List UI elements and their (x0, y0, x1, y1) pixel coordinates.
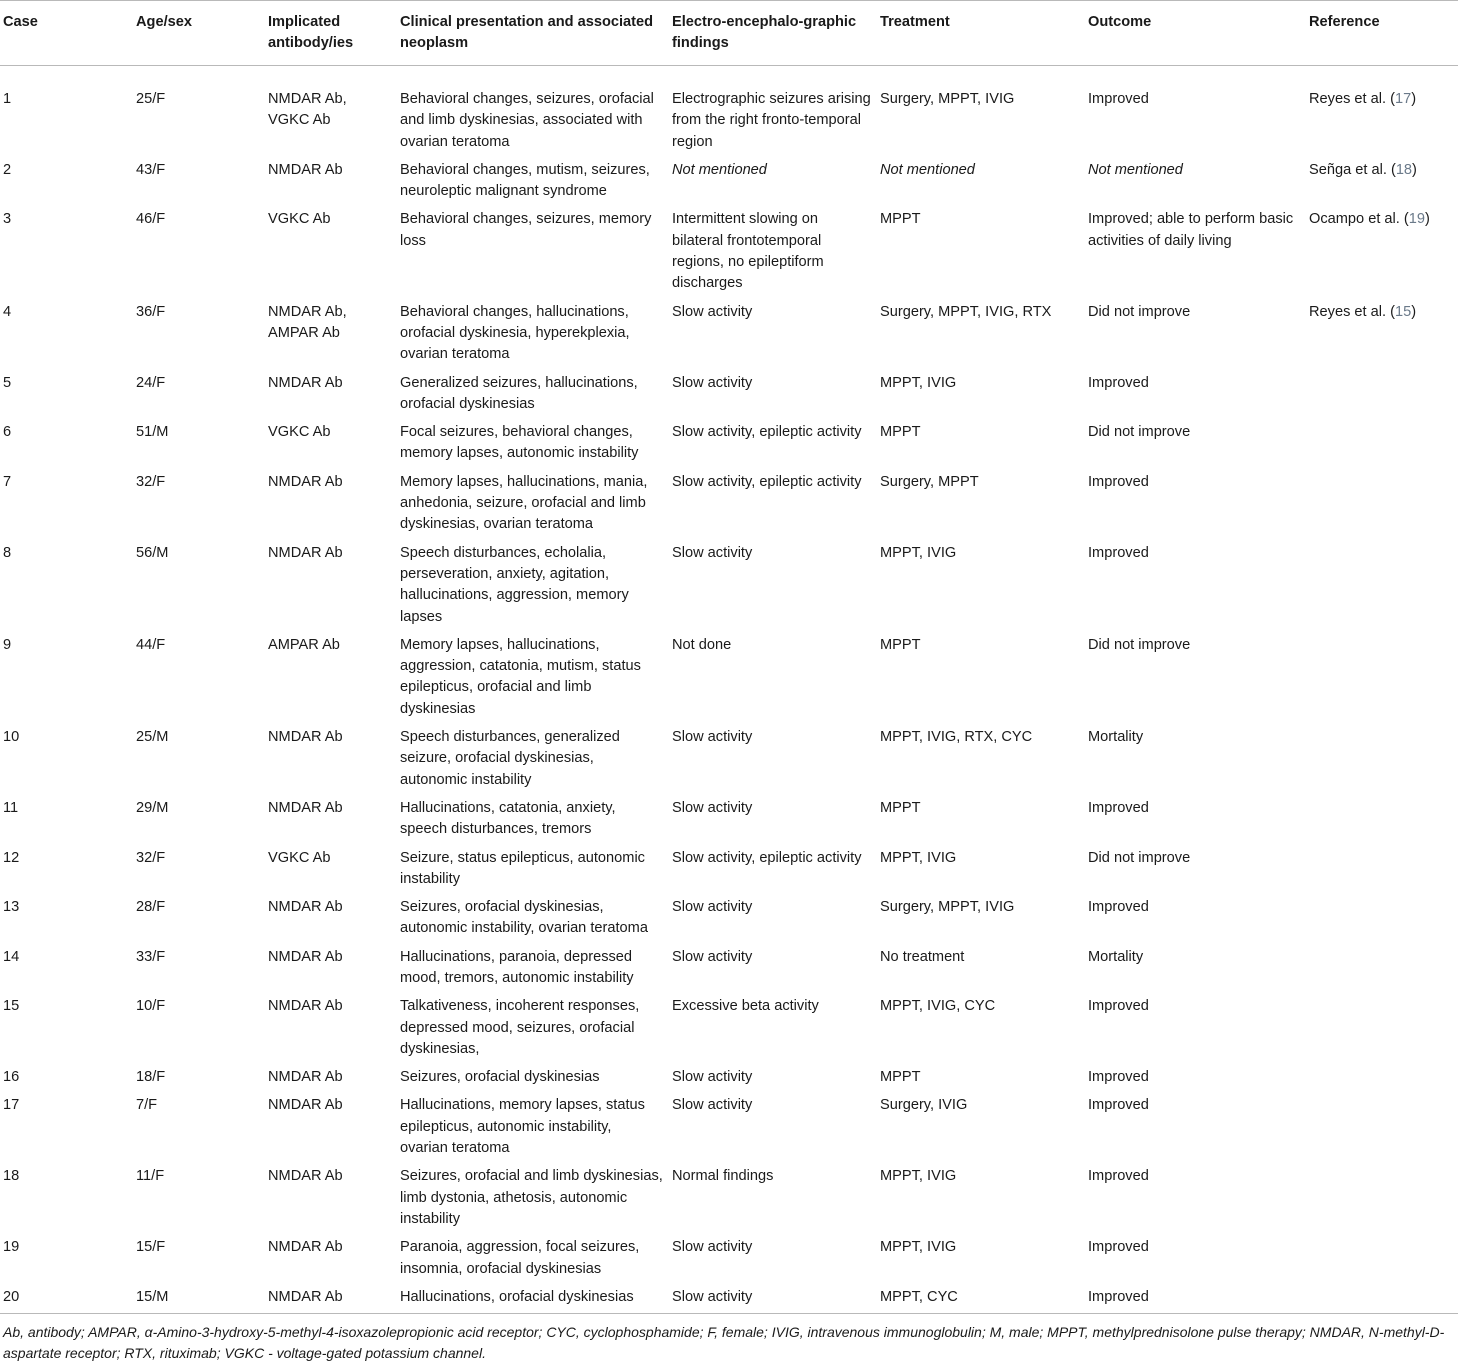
table-body (0, 66, 1458, 1314)
cell-age-sex: 15/M (133, 1285, 265, 1314)
cell-age-sex: 29/M (136, 799, 169, 816)
cell-outcome: Mortality (1088, 729, 1144, 746)
cell-outcome: Improved (1088, 998, 1149, 1015)
cell-treatment: MPPT, CYC (877, 1285, 1085, 1314)
cell-case: 19 (3, 1239, 20, 1256)
cell-age-sex: 43/F (136, 161, 166, 178)
cell-eeg: Slow activity (669, 1285, 877, 1314)
cell-clinical: Seizure, status epilepticus, autonomic instability (400, 849, 645, 887)
cell-antibody: NMDAR Ab, VGKC Ab (268, 91, 347, 129)
cell-outcome: Improved (1088, 91, 1149, 107)
table-row (0, 470, 1458, 541)
reference-close: ) (1425, 211, 1430, 228)
cell-antibody: VGKC Ab (268, 849, 331, 866)
cell-age-sex: 10/F (136, 998, 166, 1015)
cell-eeg: Slow activity, epileptic activity (672, 473, 862, 490)
cell-eeg: Electrographic seizures arising from the right fronto-temporal region (672, 91, 871, 150)
cell-antibody: VGKC Ab (268, 424, 331, 441)
cell-eeg: Slow activity (672, 1239, 753, 1256)
cell-age-sex: 56/M (136, 544, 169, 561)
cell-case: 1 (3, 91, 12, 107)
cell-age-sex: 25/F (136, 91, 166, 107)
cell-eeg: Slow activity (672, 544, 753, 561)
cell-eeg: Slow activity (672, 1097, 753, 1114)
cell-reference (1306, 846, 1458, 896)
cell-antibody: NMDAR Ab (268, 1168, 343, 1185)
cell-outcome: Improved; able to perform basic activities of daily living (1088, 211, 1294, 249)
table-row (0, 158, 1458, 208)
cell-reference (1306, 895, 1458, 945)
table-row (0, 796, 1458, 846)
table-row (0, 300, 1458, 371)
cell-case: 17 (3, 1097, 20, 1114)
cell-age-sex: 28/F (136, 899, 166, 916)
header-case: Case (0, 1, 133, 66)
cell-case: 10 (3, 729, 20, 746)
cell-outcome: Improved (1088, 1097, 1149, 1114)
cell-reference (1306, 1093, 1458, 1164)
cell-age-sex: 44/F (136, 636, 166, 653)
cell-treatment: MPPT, IVIG, CYC (880, 998, 996, 1015)
table-row (0, 846, 1458, 896)
cell-eeg: Not mentioned (672, 161, 767, 178)
cell-clinical: Seizures, orofacial dyskinesias (400, 1069, 600, 1086)
cell-antibody: NMDAR Ab (268, 1097, 343, 1114)
cell-eeg: Not done (672, 636, 732, 653)
cell-clinical: Generalized seizures, hallucinations, orofacial dyskinesias (400, 374, 638, 412)
cell-antibody: NMDAR Ab (268, 948, 343, 965)
cell-clinical: Behavioral changes, hallucinations, orofacial dyskinesia, hyperekplexia, ovarian teratoma (400, 303, 630, 363)
cell-treatment: MPPT, IVIG (880, 849, 957, 866)
table-row (0, 895, 1458, 945)
reference-number-link[interactable]: 19 (1408, 211, 1425, 228)
cell-clinical: Hallucinations, catatonia, anxiety, speech disturbances, tremors (400, 799, 616, 838)
cell-clinical: Seizures, orofacial dyskinesias, autonomic instability, ovarian teratoma (400, 899, 648, 937)
header-antibody: Implicated antibody/ies (265, 1, 397, 66)
cell-outcome: Improved (1088, 1168, 1149, 1185)
cell-clinical: Talkativeness, incoherent responses, depressed mood, seizures, orofacial dyskinesias, (400, 998, 640, 1057)
table-row (0, 994, 1458, 1065)
cell-antibody: NMDAR Ab (268, 729, 343, 746)
table-row (0, 420, 1458, 470)
cell-outcome: Improved (1088, 1069, 1149, 1086)
cell-case: 4 (3, 303, 12, 320)
cell-clinical: Paranoia, aggression, focal seizures, insomnia, orofacial dyskinesias (400, 1239, 640, 1277)
cell-treatment: MPPT (880, 424, 921, 441)
cell-reference (1306, 1235, 1458, 1285)
cell-case: 12 (3, 849, 20, 866)
table-row (0, 945, 1458, 995)
cell-antibody: NMDAR Ab (268, 998, 343, 1015)
cell-age-sex: 32/F (136, 849, 166, 866)
table-row (0, 1285, 1458, 1314)
table-row (0, 1164, 1458, 1235)
cell-age-sex: 25/M (136, 729, 169, 746)
cell-reference (1306, 994, 1458, 1065)
cell-case: 13 (3, 899, 20, 916)
header-clinical: Clinical presentation and associated neoplasm (397, 1, 669, 66)
cell-reference (1306, 420, 1458, 470)
cell-case: 3 (3, 211, 12, 228)
cell-eeg: Intermittent slowing on bilateral frontotemporal regions, no epileptiform discharges (672, 211, 824, 292)
cell-antibody: NMDAR Ab, AMPAR Ab (268, 303, 347, 341)
cell-age-sex: 36/F (136, 303, 166, 320)
cell-outcome: Improved (1088, 899, 1149, 916)
cell-treatment: Surgery, IVIG (880, 1097, 968, 1114)
cell-eeg: Slow activity (672, 899, 753, 916)
cell-clinical: Memory lapses, hallucinations, mania, anhedonia, seizure, orofacial and limb dyskinesias, ovarian teratoma (400, 473, 648, 533)
cell-clinical: Behavioral changes, seizures, orofacial and limb dyskinesias, associated with ovarian teratoma (400, 91, 654, 150)
cell-age-sex: 46/F (136, 211, 166, 228)
cell-treatment: MPPT, IVIG (880, 544, 957, 561)
cell-eeg: Slow activity (672, 729, 753, 746)
cell-outcome: Mortality (1088, 948, 1144, 965)
cell-reference (1306, 541, 1458, 633)
cell-eeg: Slow activity (672, 303, 753, 320)
cell-reference (1306, 158, 1458, 208)
cell-treatment: MPPT, IVIG, RTX, CYC (880, 729, 1033, 746)
cell-antibody: NMDAR Ab (265, 1285, 397, 1314)
cell-clinical: Focal seizures, behavioral changes, memory lapses, autonomic instability (400, 424, 639, 462)
cell-eeg: Slow activity, epileptic activity (672, 849, 862, 866)
cell-clinical: Seizures, orofacial and limb dyskinesias, limb dystonia, athetosis, autonomic instability (400, 1168, 663, 1227)
table-row (0, 633, 1458, 725)
cell-outcome: Did not improve (1088, 636, 1191, 653)
cell-reference (1306, 300, 1458, 371)
cell-outcome: Improved (1088, 473, 1149, 490)
cell-treatment: Surgery, MPPT, IVIG (880, 899, 1015, 916)
reference-close: ) (1411, 91, 1417, 107)
cell-treatment: Surgery, MPPT, IVIG (880, 91, 1015, 107)
cell-antibody: NMDAR Ab (268, 473, 343, 490)
header-treatment: Treatment (877, 1, 1085, 66)
header-outcome: Outcome (1085, 1, 1306, 66)
cell-outcome: Improved (1085, 1285, 1306, 1314)
header-eeg: Electro-encephalo-graphic findings (669, 1, 877, 66)
cell-antibody: AMPAR Ab (268, 636, 340, 653)
cell-treatment: MPPT, IVIG (880, 1168, 957, 1185)
reference-close: ) (1412, 161, 1417, 178)
reference-author: Reyes et al. ( (1309, 303, 1395, 320)
cell-treatment: Surgery, MPPT (880, 473, 979, 490)
cell-case: 7 (3, 473, 12, 490)
reference-number-link[interactable]: 18 (1395, 161, 1413, 178)
cell-age-sex: 18/F (136, 1069, 166, 1086)
cell-clinical: Hallucinations, paranoia, depressed mood, tremors, autonomic instability (400, 948, 634, 986)
cell-case: 14 (3, 948, 20, 965)
cell-age-sex: 33/F (136, 948, 166, 965)
cell-reference (1306, 1065, 1458, 1093)
cell-case: 11 (3, 799, 19, 816)
cell-treatment: MPPT (880, 211, 921, 228)
cell-treatment: MPPT (880, 1069, 921, 1086)
table-row (0, 207, 1458, 299)
cell-eeg: Slow activity (672, 1069, 753, 1086)
cell-eeg: Slow activity (672, 374, 753, 391)
cell-clinical: Speech disturbances, echolalia, perseveration, anxiety, agitation, hallucinations, aggression, memory lapses (400, 544, 629, 625)
cell-antibody: NMDAR Ab (268, 161, 343, 178)
cell-age-sex: 7/F (136, 1097, 158, 1114)
cell-antibody: NMDAR Ab (268, 899, 343, 916)
cell-clinical: Speech disturbances, generalized seizure, orofacial dyskinesias, autonomic instability (400, 729, 620, 788)
table-row (0, 1093, 1458, 1164)
cell-age-sex: 32/F (136, 473, 166, 490)
cell-eeg: Slow activity (672, 799, 753, 816)
cell-outcome: Did not improve (1088, 424, 1191, 441)
table-row (0, 1065, 1458, 1093)
cell-antibody: NMDAR Ab (268, 544, 343, 561)
cell-reference (1306, 1285, 1458, 1314)
reference-author: Ocampo et al. ( (1309, 211, 1409, 228)
cell-outcome: Improved (1088, 544, 1149, 561)
cell-outcome: Did not improve (1088, 303, 1191, 320)
cell-case: 8 (3, 544, 12, 561)
cell-case: 18 (3, 1168, 20, 1185)
cell-clinical: Behavioral changes, seizures, memory loss (400, 211, 652, 249)
cell-case: 6 (3, 424, 12, 441)
cell-age-sex: 15/F (136, 1239, 166, 1256)
cell-antibody: NMDAR Ab (268, 1069, 343, 1086)
cell-case: 20 (0, 1285, 133, 1314)
cell-age-sex: 11/F (136, 1168, 165, 1185)
cell-eeg: Slow activity, epileptic activity (672, 424, 862, 441)
table-row (0, 371, 1458, 421)
reference-close: ) (1411, 303, 1417, 320)
cell-outcome: Improved (1088, 1239, 1149, 1256)
cell-reference (1306, 207, 1458, 299)
cell-clinical: Hallucinations, orofacial dyskinesias (397, 1285, 669, 1314)
cell-case: 2 (3, 161, 12, 178)
cell-reference (1306, 945, 1458, 995)
cell-treatment: No treatment (880, 948, 965, 965)
table-row (0, 725, 1458, 796)
cell-case: 15 (3, 998, 20, 1015)
cell-case: 16 (3, 1069, 20, 1086)
cell-reference (1306, 633, 1458, 725)
cell-treatment: Surgery, MPPT, IVIG, RTX (880, 303, 1052, 320)
cell-reference (1306, 371, 1458, 421)
cell-clinical: Memory lapses, hallucinations, aggression, catatonia, mutism, status epilepticus, orofacial and limb dyskinesias (400, 636, 641, 717)
table-footnote: Ab, antibody; AMPAR, α-Amino-3-hydroxy-5-methyl-4-isoxazolepropionic acid receptor; CYC, cyclophosphamide; F, female; IVIG, intravenous immunoglobulin; M, male; MPPT, methylprednisolone pulse therapy; NMDAR, N-methyl-D-aspartate receptor; RTX, rituximab; VGKC - voltage-gated potassium channel. (3, 1324, 1445, 1362)
cell-outcome: Improved (1088, 799, 1149, 816)
cell-case: 9 (3, 636, 12, 653)
reference-author: Reyes et al. ( (1309, 91, 1395, 107)
cell-outcome: Improved (1088, 374, 1149, 391)
cell-age-sex: 51/M (136, 424, 169, 441)
cell-clinical: Behavioral changes, mutism, seizures, neuroleptic malignant syndrome (400, 161, 650, 200)
cell-treatment: MPPT, IVIG (880, 374, 957, 391)
cell-reference (1306, 796, 1458, 846)
cell-case: 5 (3, 374, 12, 391)
table-header (0, 1, 1458, 66)
cell-antibody: NMDAR Ab (268, 374, 343, 391)
cell-outcome: Not mentioned (1088, 161, 1183, 178)
cell-age-sex: 24/F (136, 374, 166, 391)
header-age-sex: Age/sex (133, 1, 265, 66)
cell-reference (1306, 725, 1458, 796)
table-row (0, 541, 1458, 633)
cell-reference (1306, 1164, 1458, 1235)
cell-outcome: Did not improve (1088, 849, 1191, 866)
cell-eeg: Normal findings (672, 1168, 774, 1185)
cell-clinical: Hallucinations, memory lapses, status epilepticus, autonomic instability, ovarian teratoma (400, 1097, 645, 1157)
cell-reference (1306, 66, 1458, 158)
table-row (0, 66, 1458, 158)
cell-treatment: Not mentioned (880, 161, 975, 178)
cell-antibody: NMDAR Ab (268, 1239, 343, 1256)
cell-antibody: VGKC Ab (268, 211, 331, 228)
cell-treatment: MPPT (880, 799, 921, 816)
cell-treatment: MPPT, IVIG (880, 1239, 957, 1256)
cell-eeg: Excessive beta activity (672, 998, 819, 1015)
reference-author: Señga et al. ( (1309, 161, 1396, 178)
cell-reference (1306, 470, 1458, 541)
cell-antibody: NMDAR Ab (268, 799, 343, 816)
header-row (0, 1, 1458, 66)
reference-number-link[interactable]: 17 (1394, 91, 1412, 107)
cell-treatment: MPPT (880, 636, 921, 653)
cell-eeg: Slow activity (672, 948, 753, 965)
reference-number-link[interactable]: 15 (1394, 303, 1412, 320)
table-row (0, 1235, 1458, 1285)
header-reference: Reference (1306, 1, 1458, 66)
